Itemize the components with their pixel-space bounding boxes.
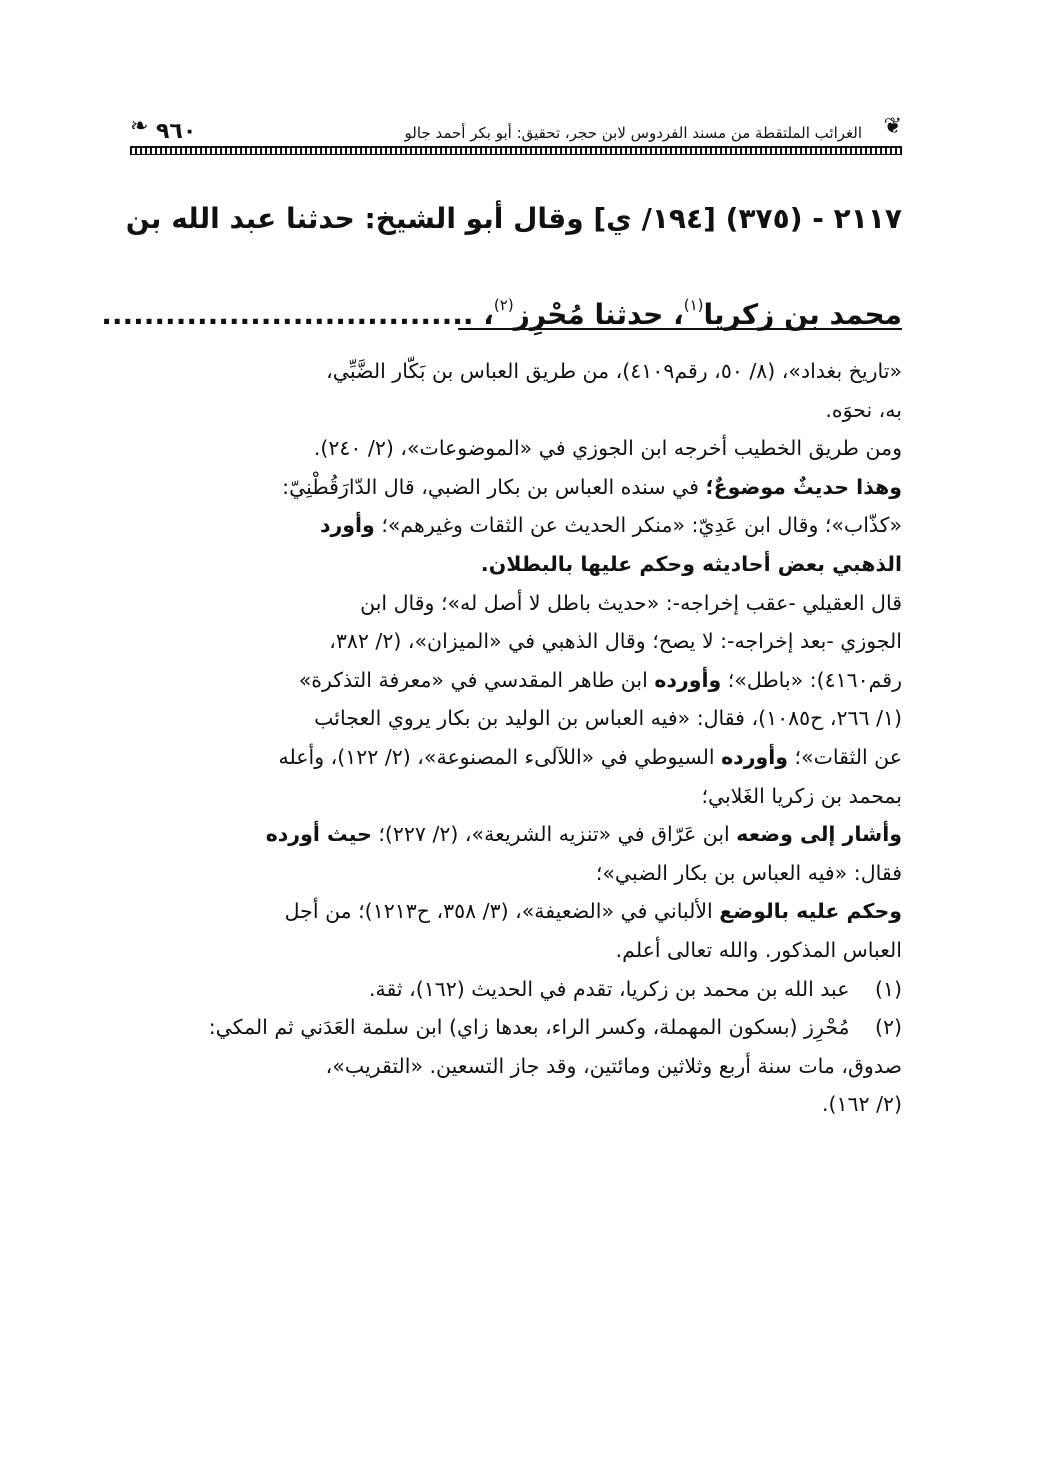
note-line [132, 815, 902, 854]
emphasis-bold: وحكم عليه بالوضع [719, 899, 902, 924]
note-text: السيوطي في «اللآلىء المصنوعة»، (٢/ ١٢٢)، وأعله [278, 744, 722, 769]
note-line [132, 468, 902, 507]
note-text: ابن عَرّاق في «تنزيه الشريعة»، (٢/ ٢٢٧)؛ [371, 822, 737, 847]
note-text: في سنده العباس بن بكار الضبي، قال الدّارَقُطْنِيّ: [282, 474, 706, 499]
hadith-text [101, 176, 902, 358]
note-line [132, 506, 902, 545]
emphasis-bold: حيث أورده [265, 822, 372, 847]
note-line [132, 892, 902, 931]
note-line: فقال: «فيه العباس بن بكار الضبي»؛ [595, 860, 902, 885]
ellipsis-dots: ................................... [101, 298, 474, 331]
footnote-continuation: صدوق، مات سنة أربع وثلاثين ومائتين، وقد جاز التسعين. «التقريب»، [325, 1053, 902, 1078]
header-ornament-left-icon: ❧ [130, 114, 149, 139]
footnote-1 [132, 970, 902, 1009]
note-line: الذهبي بعض أحاديثه وحكم عليها بالبطلان. [480, 551, 902, 576]
comma: ، [473, 298, 494, 331]
note-text: رقم٤١٦٠): «باطل»؛ [721, 667, 902, 692]
emphasis-bold: وأورده [654, 667, 722, 692]
footnote-continuation: (٢/ ١٦٢). [821, 1092, 902, 1117]
footnote-ref-2[interactable]: (٢) [493, 296, 514, 314]
note-line: الجوزي -بعد إخراجه-: لا يصح؛ وقال الذهبي في «الميزان»، (٢/ ٣٨٢، [329, 629, 902, 654]
note-line: ومن طريق الخطيب أخرجه ابن الجوزي في «الموضوعات»، (٢/ ٢٤٠). [313, 436, 902, 461]
note-line [132, 661, 902, 700]
note-line: (١/ ٢٦٦، ح١٠٨٥)، فقال: «فيه العباس بن الوليد بن بكار يروي العجائب [314, 706, 902, 731]
takhrij-notes [132, 352, 902, 1124]
note-text: عن الثقات»؛ [788, 744, 902, 769]
header-rule [130, 146, 902, 155]
page-header [130, 110, 902, 154]
note-text: «كذّاب»؛ وقال ابن عَدِيّ: «منكر الحديث عن الثقات وغيرهم»؛ [374, 513, 902, 538]
note-line: قال العقيلي -عقب إخراجه-: «حديث باطل لا أصل له»؛ وقال ابن [360, 590, 902, 615]
note-line: «تاريخ بغداد»، (٨/ ٥٠، رقم٤١٠٩)، من طريق العباس بن بَكّار الضَّبِّي، [326, 359, 902, 383]
emphasis-bold: وأشار إلى وضعه [736, 822, 902, 847]
emphasis-bold: وأورد [319, 513, 375, 538]
ruling-bold: وهذا حديثٌ موضوعٌ؛ [705, 474, 902, 499]
note-text: ابن طاهر المقدسي في «معرفة التذكرة» [298, 667, 655, 692]
running-title: الغرائب الملتقطة من مسند الفردوس لابن حجر، تحقيق: أبو بكر أحمد جالو [404, 124, 862, 142]
hadith-line-1: ٢١١٧ - (٣٧٥) [١٩٤/ ي] وقال أبو الشيخ: حدثنا عبد الله بن [125, 202, 902, 235]
footnote-text: مُحْرِز (بسكون المهملة، وكسر الراء، بعدها زاي) ابن سلمة العَدَني ثم المكي: [208, 1015, 850, 1040]
narrator-2: ، حدثنا مُحْرِز [513, 298, 684, 331]
header-ornament-right-icon: ❦ [883, 114, 902, 139]
footnote-separator [458, 328, 902, 330]
page-number: ٩٦٠ [156, 119, 197, 144]
footnote-text: عبد الله بن محمد بن زكريا، تقدم في الحديث (١٦٢)، ثقة. [368, 976, 850, 1001]
note-line [132, 738, 902, 777]
note-text: الألباني في «الضعيفة»، (٣/ ٣٥٨، ح١٢١٣)؛ من أجل [284, 899, 720, 924]
note-line: به، نحوَه. [825, 397, 902, 422]
footnote-2 [132, 1008, 902, 1047]
footnote-number: (١) [874, 976, 902, 1001]
narrator-1: محمد بن زكريا [703, 298, 902, 331]
note-line: بمحمد بن زكريا الغَلابي؛ [701, 783, 902, 808]
note-line: العباس المذكور. والله تعالى أعلم. [615, 937, 902, 962]
footnote-number: (٢) [874, 1015, 902, 1040]
footnote-ref-1[interactable]: (١) [683, 296, 704, 314]
emphasis-bold: وأورده [721, 744, 789, 769]
hadith-line-2 [101, 262, 902, 358]
